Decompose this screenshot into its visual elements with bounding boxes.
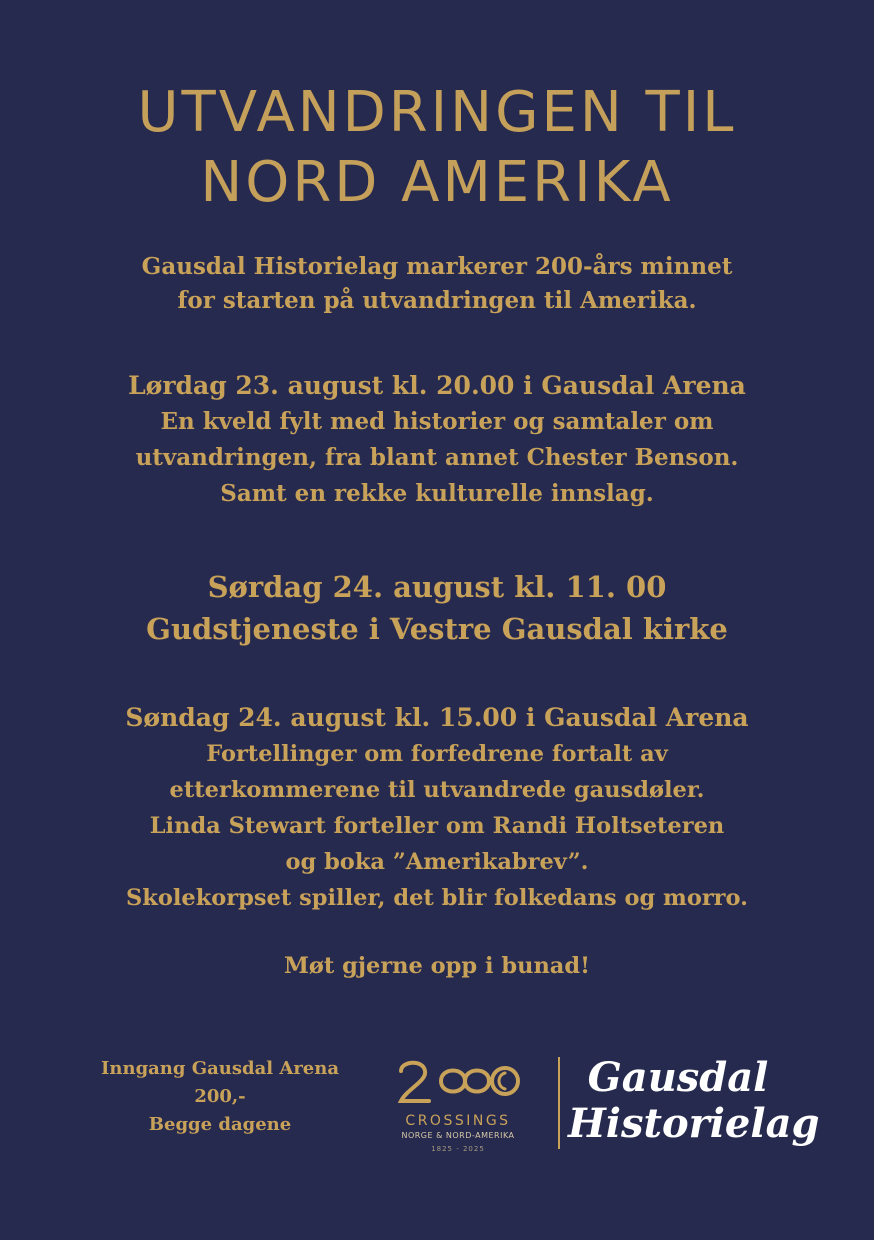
event-saturday (0, 368, 874, 512)
intro-line-1: Gausdal Historielag markerer 200-års minnet (141, 253, 733, 280)
title-line-2: NORD AMERIKA (200, 150, 674, 215)
event-church-line-1: Gudstjeneste i Vestre Gausdal kirke (146, 612, 728, 646)
event-church-heading: Sørdag 24. august kl. 11. 00 (207, 570, 667, 604)
crossings-years: 1825 - 2025 (431, 1145, 485, 1153)
event-saturday-heading: Lørdag 23. august kl. 20.00 i Gausdal Arena (128, 371, 746, 400)
event-saturday-line-1: En kveld fylt med historier og samtaler om (160, 408, 714, 435)
crossings-subtitle: NORGE & NORD-AMERIKA (401, 1131, 515, 1140)
event-sunday-line-3: Linda Stewart forteller om Randi Holtseteren (149, 813, 725, 839)
entry-line-1: Inngang Gausdal Arena (100, 1058, 340, 1079)
crossings-logo (388, 1055, 528, 1155)
org-line-1: Gausdal (587, 1054, 769, 1101)
intro-line-2: for starten på utvandringen til Amerika. (177, 287, 697, 314)
entry-price: 200,- (194, 1086, 246, 1107)
event-sunday-line-2: etterkommerene til utvandrede gausdøler. (169, 777, 705, 803)
intro-text (0, 250, 874, 318)
event-saturday-line-2: utvandringen, fra blant annet Chester Benson. (135, 444, 739, 471)
org-line-2: Historielag (568, 1100, 820, 1147)
event-sunday-line-4: og boka ”Amerikabrev”. (285, 849, 589, 875)
entry-line-3: Begge dagene (148, 1114, 292, 1135)
event-sunday (0, 700, 874, 916)
event-saturday-line-3: Samt en rekke kulturelle innslag. (220, 480, 654, 507)
event-sunday-heading: Søndag 24. august kl. 15.00 i Gausdal Arena (125, 703, 749, 732)
event-sunday-line-1: Fortellinger om forfedrene fortalt av (206, 741, 668, 767)
gausdal-historielag-logo (568, 1054, 820, 1147)
closing-text: Møt gjerne opp i bunad! (283, 953, 590, 979)
entry-info (82, 1055, 358, 1139)
crossings-200-icon (393, 1055, 523, 1107)
event-church (0, 566, 874, 650)
poster-title (0, 78, 874, 218)
logo-divider (558, 1057, 560, 1149)
title-line-1: UTVANDRINGEN TIL (137, 80, 737, 145)
crossings-name: CROSSINGS (405, 1113, 511, 1129)
event-sunday-line-5: Skolekorpset spiller, det blir folkedans og morro. (126, 885, 748, 911)
